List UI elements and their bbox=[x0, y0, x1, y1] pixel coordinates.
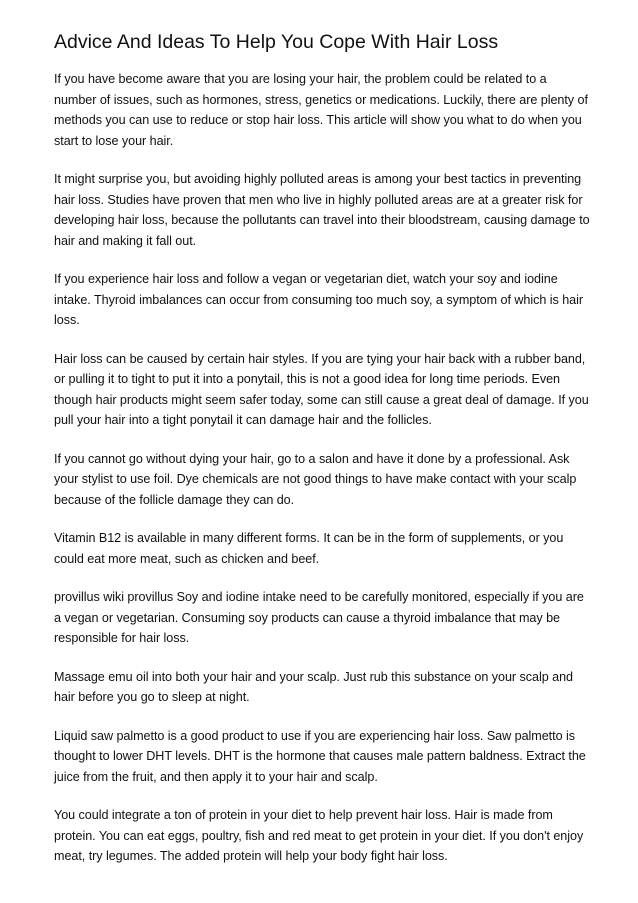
paragraph-hair-dye: If you cannot go without dying your hair, go to a salon and have it done by a professional. Ask your stylist to use foil. Dye chemicals are not good things to have make contact with your scalp because of the follicle damage they can do. bbox=[54, 451, 577, 507]
paragraph-pollution-intro: If you have become aware that you are losing your hair, the problem could be related to a number of issues, such as hormones, stress, genetics or medications. Luckily, there are plenty of methods you can use to reduce or stop hair loss. This article will show you what to do when you start to lose your hair. bbox=[54, 72, 588, 148]
paragraph-vegan-soy: If you experience hair loss and follow a vegan or vegetarian diet, watch your soy and iodine intake. Thyroid imbalances can occur from consuming too much soy, a symptom of which is hair loss. bbox=[54, 272, 583, 327]
paragraph-polluted-areas: It might surprise you, but avoiding highly polluted areas is among your best tactics in preventing hair loss. Studies have proven that men who live in highly polluted areas are at a greater risk for developing hair loss, because the pollutants can travel into their bloodstream, causing damage to hair and making it fall out. bbox=[54, 172, 590, 248]
paragraph-protein: You could integrate a ton of protein in your diet to help prevent hair loss. Hair is made from protein. You can eat eggs, poultry, fish and red meat to get protein in your diet. If you don't enjoy meat, try legumes. The added protein will help your body fight hair loss. bbox=[54, 808, 584, 863]
document-body bbox=[54, 69, 590, 885]
paragraph-vitamin-b12: Vitamin B12 is available in many different forms. It can be in the form of supplements, or you could eat more meat, such as chicken and beef. bbox=[54, 531, 564, 566]
paragraph-soy-iodine: provillus wiki provillus Soy and iodine intake need to be carefully monitored, especially if you are a vegan or vegetarian. Consuming soy products can cause a thyroid imbalance that may be responsible for hair loss. bbox=[54, 590, 584, 645]
document-title: Advice And Ideas To Help You Cope With Hair Loss bbox=[54, 31, 499, 53]
paragraph-saw-palmetto: Liquid saw palmetto is a good product to use if you are experiencing hair loss. Saw palmetto is thought to lower DHT levels. DHT is the hormone that causes male pattern baldness. Extract the juice from the fruit, and then apply it to your hair and scalp. bbox=[54, 728, 586, 784]
paragraph-emu-oil: Massage emu oil into both your hair and your scalp. Just rub this substance on your scalp and hair before you go to sleep at night. bbox=[54, 669, 573, 704]
paragraph-hair-styles: Hair loss can be caused by certain hair styles. If you are tying your hair back with a rubber band, or pulling it to tight to put it into a ponytail, this is not a good idea for long time periods. Even though hair products might seem safer today, some can still cause a great deal of damage. If you pull your hair into a tight ponytail it can damage hair and the follicles. bbox=[54, 351, 589, 427]
